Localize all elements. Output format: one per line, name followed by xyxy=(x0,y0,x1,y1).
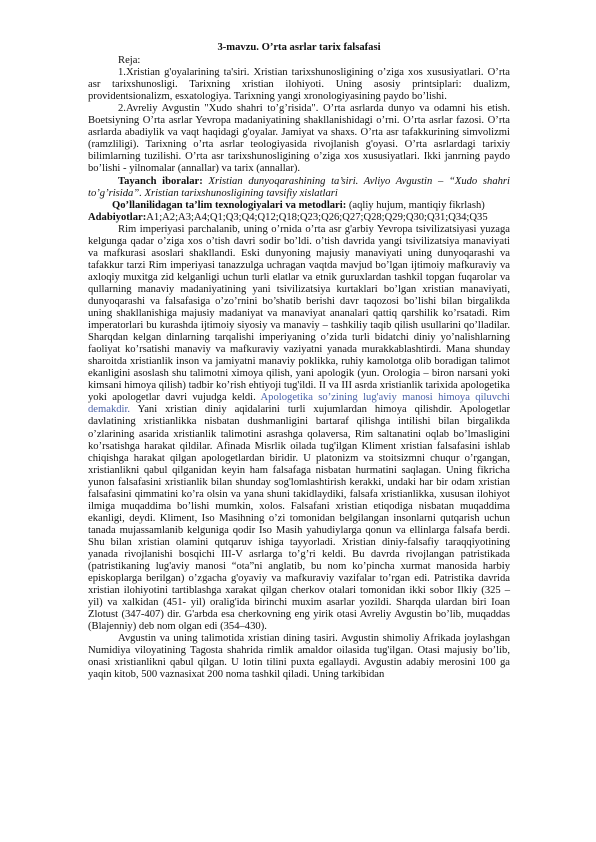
methods-paragraph xyxy=(88,200,510,212)
plan-item-2: 2.Avreliy Avgustin "Xudo shahri to’g’risida". O’rta asrlarda dunyo va odamni his etish. Boetsiyning O’rta asrlar Yevropa madaniyatining shakllanishidagi o’rni. O’rta asrlar fazosi. O’rta asrlarda abadiylik va vaqt haqidagi g'oyalar. Jamiyat va shaxs. O’rta asr tafakkurining simvolizmi (ramzliligi). Tarixning o’rta asrlar teologiyasida rivojlanish g'oyasi. O’rta asrlardagi tarixiy bilimlarning tuzilishi. O’rta asr tarixshunosligining o’ziga xos xususiyatlari. Ikki janrning paydo bo’lishi - yilnomalar (annallar) va tarix (annallar). xyxy=(88,103,510,175)
apologetics-definition-highlight: Apologetika so’zining lug'aviy manosi himoya qiluvchi demakdir. xyxy=(88,392,510,416)
methods-text: (aqliy hujum, mantiqiy fikrlash) xyxy=(346,199,485,211)
body-paragraph-1-part-a: Rim imperiyasi parchalanib, uning o’rnida o’rta asr g'arbiy Yevropa tsivilizatsiyasi yuzaga kelgunga qadar o’ziga xos o’tish davri sodir bo’ldi. o’tish davrida yangi tsivilizatsiya manaviyati va mafkurasi asoslari shakllandi. Eski dunyoning majusiy manaviyati uning dunyoqarashi va tafakkur tarzi Rim imperiyasi tanazzulga uchragan vaqtda mavjud bo’lgan ijtimoiy mafkuraviy va axloqiy muxitga zid kelganligi uchun turli elatlar va etnik guruxlardan tashkil topgan fuqarolar va qullarning manaviy madaniyatining yani tsivilizatsiya kurtaklari bo’lgan xristian manaviyati, dunyoqarashi va falsafasiga o’zo’rnini bo’shatib berishi davr taqozosi bo’lishi bilan birgalikda uning shakllanishiga majusiy madaniyat va manaviyat ananalari qattiq qarshilik ko’rsatadi. Rim imperatorlari bu kurashda ijtimoiy siyosiy va manaviy – tashkiliy taqib qilish usullarini qo’lladilar. Sharqdan kelgan dinlarning tarqalishi imperiyaning o’zida turli bidatchi diniy yo’nalishlarning faoliyat ko’rsatishi manaviy va mafkuraviy vaziyatni yanada murakkablashtirdi. Mana shunday sharoitda xristianlik inson va jamiyatni manaviy poklikka, ruhiy kamolotga olib boradigan talimot ekanligini asoslash shu talimotni ximoya qilish, yani apologik (yun. Orologia – biron narsani yoki kimsani himoya qilish) tadbir ko’rish ehtiyoji tug'ildi. II va III asrda xristianlik tarixida apologetika yoki apologetlar davri vujudga keldi. xyxy=(88,223,510,404)
literature-label: Adabiyotlar: xyxy=(88,211,147,223)
literature-text: A1;A2;A3;A4;Q1;Q3;Q4;Q12;Q18;Q23;Q26;Q27;Q28;Q29;Q30;Q31;Q34;Q35 xyxy=(146,211,488,223)
methods-label: Qo’llanilidagan ta’lim texnologiyalari va metodlari: xyxy=(112,199,347,211)
keywords-label: Tayanch iboralar: xyxy=(118,175,203,187)
body-paragraph-1-part-b: Yani xristian diniy aqidalarini turli xujumlardan himoya qilishdir. Apologetlar davlatining xristianlikka nisbatan dushmanligini bartaraf qilishga intilishi bilan birgalikda o’zlarining asarida xristianlik talimotini asrashga qolaversa, Rim saltanatini oqlab bo’lmasligini ko’rsatishga harakat qildilar. Afinada Misrlik oilada tug'ilgan Kliment xristian falsafasini ishlab chiqishga harakat qilgan apologetlardan biridir. U platonizm va stoitsizmni chuqur o’rgangan, xristianlikni qabul qilganidan keyin ham falsafaga nisbatan hurmatini saqlagan. Uning fikricha yunon falsafasini xristianlik bilan shunday sog'lomlashtirish kerakki, undaki har bir odam xristian falsafasini qimmatini ko’ra olsin va yana shuni takidlaydiki, falsafa xristianlikka, xususan ilohiyot ilmiga muqaddima bo’lishi mumkin, xolos. Falsafani xristian etiqodiga nisbatan muqaddima ekanligi, deydi. Kliment, Iso Masihning o’zi tomonidan belgilangan insonlarni qutqarish uchun tanada mujassamlanib kelguniga qodir Iso Masih yahudiylarga qonun va ellinlarga falsafa berdi. Shu bilan xristian olamini qutqaruv ishiga tayyorladi. Xristian diniy-falsafiy taraqqiyotining yanada rivojlanishi bosqichi III-V asrlarga to’g’ri keldi. Bu davrda rivojlangan patristikada (patristikaning lug'aviy manosi “ota”ni anglatib, bu nom ko’pincha xurmat manosida harbiy episkoplarga berilgan) o’zgacha g'oyaviy va mafkuraviy vazifalar to’rgan edi. Patristika davrida xristian ilohiyotini tartiblashga xarakat qilgan cherkov otalari tomonidan ikki sobor Ilkiy (325 – yil) va xalkidan (451- yil) oralig'ida birinchi muxim asarlar yozildi. Sharqda ulardan biri Ioan Zlotust (347-407) dir. G'arbda esa cherkovning eng yirik otasi Avreliy Avgustin bo’lib, muqaddas (Blajenniy) deb nom olgan edi (354–430). xyxy=(88,404,510,633)
plan-heading: Reja: xyxy=(118,55,141,67)
body-paragraph-2: Avgustin va uning talimotida xristian dining tasiri. Avgustin shimoliy Afrikada joylashgan Numidiya viloyatining Tagosta shahrida rimlik amaldor oilasida tug'ilgan. Otasi majusiy bo’lib, onasi xristianlikni qabul qilgan. U lotin tilini puxta egallaydi. Avgustin adabiy merosini 100 ga yaqin kitob, 500 vaznasixat 200 noma tashkil qiladi. Uning tarkibidan xyxy=(88,633,510,681)
plan-item-1: 1.Xristian g'oyalarining ta'siri. Xristian tarixshunosligining o’ziga xos xususiyatlari. O’rta asr tarixshunosligi. Tarixning xristian ilohiyoti. Uning asosiy printsiplari: dualizm, providentsionalizm, esxatologiya. Tarixning yangi xronologiyasining paydo bo’lishi. xyxy=(88,67,510,103)
keywords-text: Xristian dunyoqarashining ta’siri. Avliyo Avgustin – “Xudo shahri to’g’risida”. Xristian tarixshunosligining tavsifiy xislatlari xyxy=(88,175,511,199)
page-title: 3-mavzu. O’rta asrlar tarix falsafasi xyxy=(217,42,381,53)
body-paragraph-1 xyxy=(88,224,510,634)
literature-paragraph xyxy=(88,212,510,224)
keywords-paragraph xyxy=(88,176,510,200)
